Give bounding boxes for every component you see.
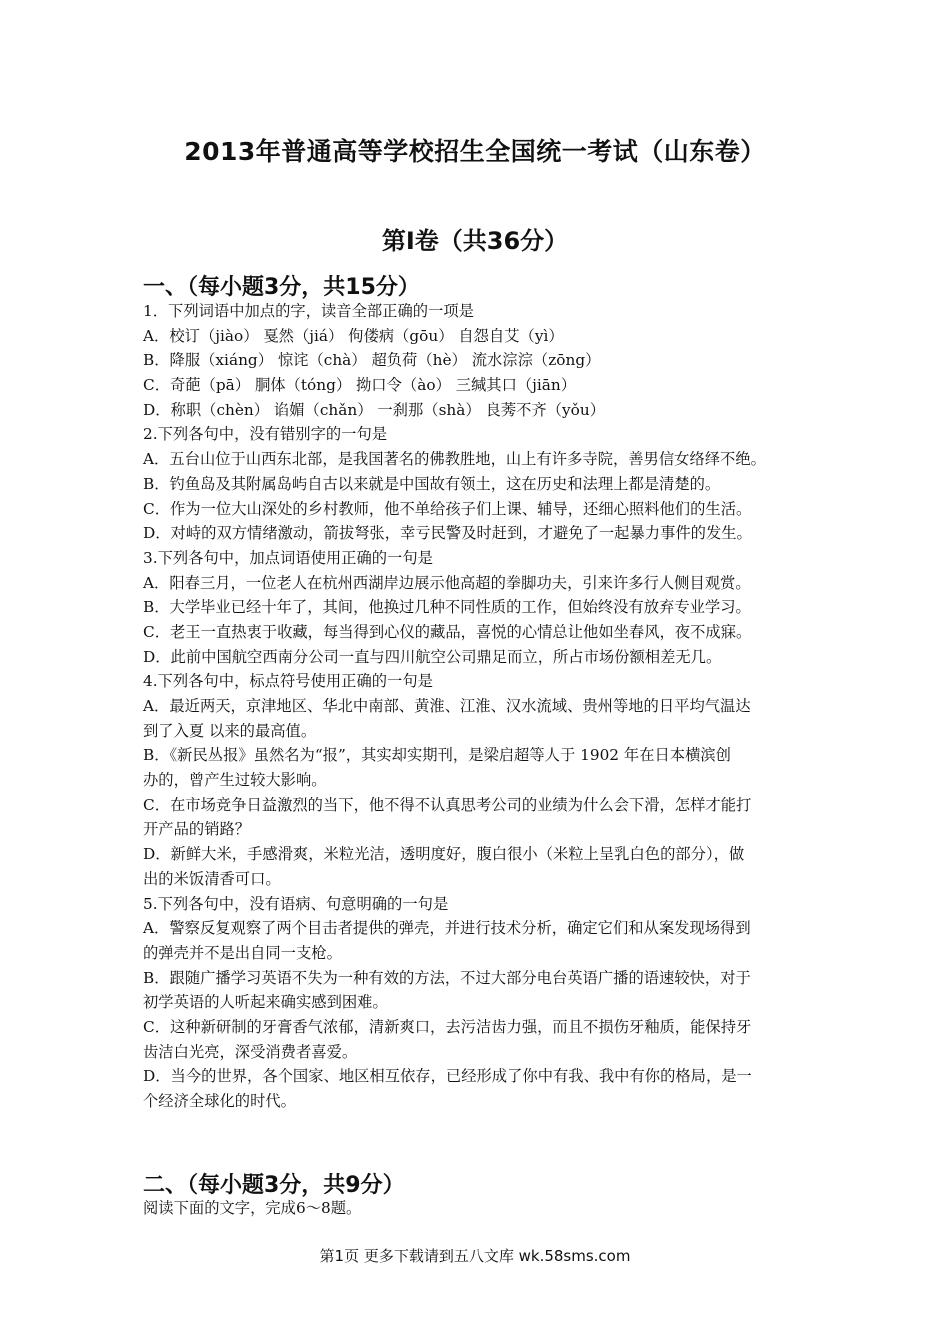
option-line: A．警察反复观察了两个目击者提供的弹壳，并进行技术分析，确定它们和从案发现场得到: [143, 919, 751, 938]
option-line: 个经济全球化的时代。: [143, 1092, 296, 1110]
option-line: C．这种新研制的牙膏香气浓郁，清新爽口，去污洁齿力强，而且不损伤牙釉质，能保持牙: [143, 1017, 752, 1036]
option-line: C．在市场竞争日益激烈的当下，他不得不认真思考公司的业绩为什么会下滑，怎样才能打: [143, 795, 752, 814]
option-line: C．奇葩（pā） 胴体（tóng） 拗口令（ào） 三缄其口（jiān）: [143, 376, 577, 395]
question-line: 1．下列词语中加点的字，读音全部正确的一项是: [143, 302, 474, 320]
option-line: B．跟随广播学习英语不失为一种有效的方法，不过大部分电台英语广播的语速较快，对于: [143, 968, 751, 987]
question-line: 5.下列各句中，没有语病、句意明确的一句是: [143, 894, 449, 913]
option-line: B．大学毕业已经十年了，其间，他换过几种不同性质的工作，但始终没有放弃专业学习。: [143, 598, 751, 617]
option-line: D．称职（chèn） 谄媚（chǎn） 一刹那（shà） 良莠不齐（yǒu）: [143, 400, 606, 419]
instruction-line: 阅读下面的文字，完成6～8题。: [143, 1199, 362, 1217]
option-line: B．钓鱼岛及其附属岛屿自古以来就是中国故有领土，这在历史和法理上都是清楚的。: [143, 474, 721, 493]
question-line: 3.下列各句中，加点词语使用正确的一句是: [143, 548, 433, 567]
document-title: 2013年普通高等学校招生全国统一考试（山东卷）: [184, 137, 766, 166]
option-line: D．此前中国航空西南分公司一直与四川航空公司鼎足而立，所占市场份额相差无几。: [143, 647, 722, 666]
option-line: B．降服（xiáng） 惊诧（chà） 超负荷（hè） 流水淙淙（zōng）: [143, 351, 601, 370]
option-line: D．当今的世界，各个国家、地区相互依存，已经形成了你中有我、我中有你的格局，是一: [143, 1067, 752, 1086]
section-heading-1: 一、（每小题3分，共15分）: [143, 275, 420, 300]
option-line: 初学英语的人听起来确实感到困难。: [143, 993, 388, 1012]
question-line: 2.下列各句中，没有错别字的一句是: [143, 425, 388, 444]
option-line: A．最近两天，京津地区、华北中南部、黄淮、江淮、汉水流域、贵州等地的日平均气温达: [143, 697, 751, 715]
question-line: 4.下列各句中，标点符号使用正确的一句是: [143, 672, 433, 691]
section-2-intro: [143, 1196, 811, 1221]
option-line: 办的，曾产生过较大影响。: [143, 771, 327, 790]
option-line: B．《新民丛报》虽然名为“报”，其实却实期刊，是梁启超等人于 1902 年在日本横滨创: [143, 746, 731, 765]
page-footer: 第1页 更多下载请到五八文库 wk.58sms.com: [319, 1247, 631, 1265]
option-line: C．老王一直热衷于收藏，每当得到心仪的藏品，喜悦的心情总让他如坐春风，夜不成寐。: [143, 622, 752, 641]
option-line: 开产品的销路？: [143, 820, 251, 839]
section-heading-2: 二、（每小题3分，共9分）: [143, 1173, 405, 1198]
option-line: D．新鲜大米，手感滑爽，米粒光洁，透明度好，腹白很小（米粒上呈乳白色的部分），做: [143, 845, 745, 864]
option-line: 到了入夏 以来的最高值。: [143, 721, 317, 740]
option-line: 的弹壳并不是出自同一支枪。: [143, 943, 342, 962]
option-line: 齿洁白光亮，深受消费者喜爱。: [143, 1042, 358, 1061]
option-line: D．对峙的双方情绪激动，箭拔弩张，幸亏民警及时赶到，才避免了一起暴力事件的发生。: [143, 524, 752, 543]
option-line: 出的米饭清香可口。: [143, 869, 281, 888]
option-line: C．作为一位大山深处的乡村教师，他不单给孩子们上课、辅导，还细心照料他们的生活。: [143, 499, 752, 518]
option-line: A．五台山位于山西东北部，是我国著名的佛教胜地，山上有许多寺院，善男信女络绎不绝。: [143, 450, 766, 469]
option-line: A．校订（jiào） 戛然（jiá） 佝偻病（gōu） 自怨自艾（yì）: [143, 326, 564, 345]
option-line: A．阳春三月，一位老人在杭州西湖岸边展示他高超的拳脚功夫，引来许多行人侧目观赏。: [143, 573, 751, 592]
section-1-questions: [143, 299, 811, 1114]
volume-title: 第Ⅰ卷（共36分）: [381, 227, 569, 255]
